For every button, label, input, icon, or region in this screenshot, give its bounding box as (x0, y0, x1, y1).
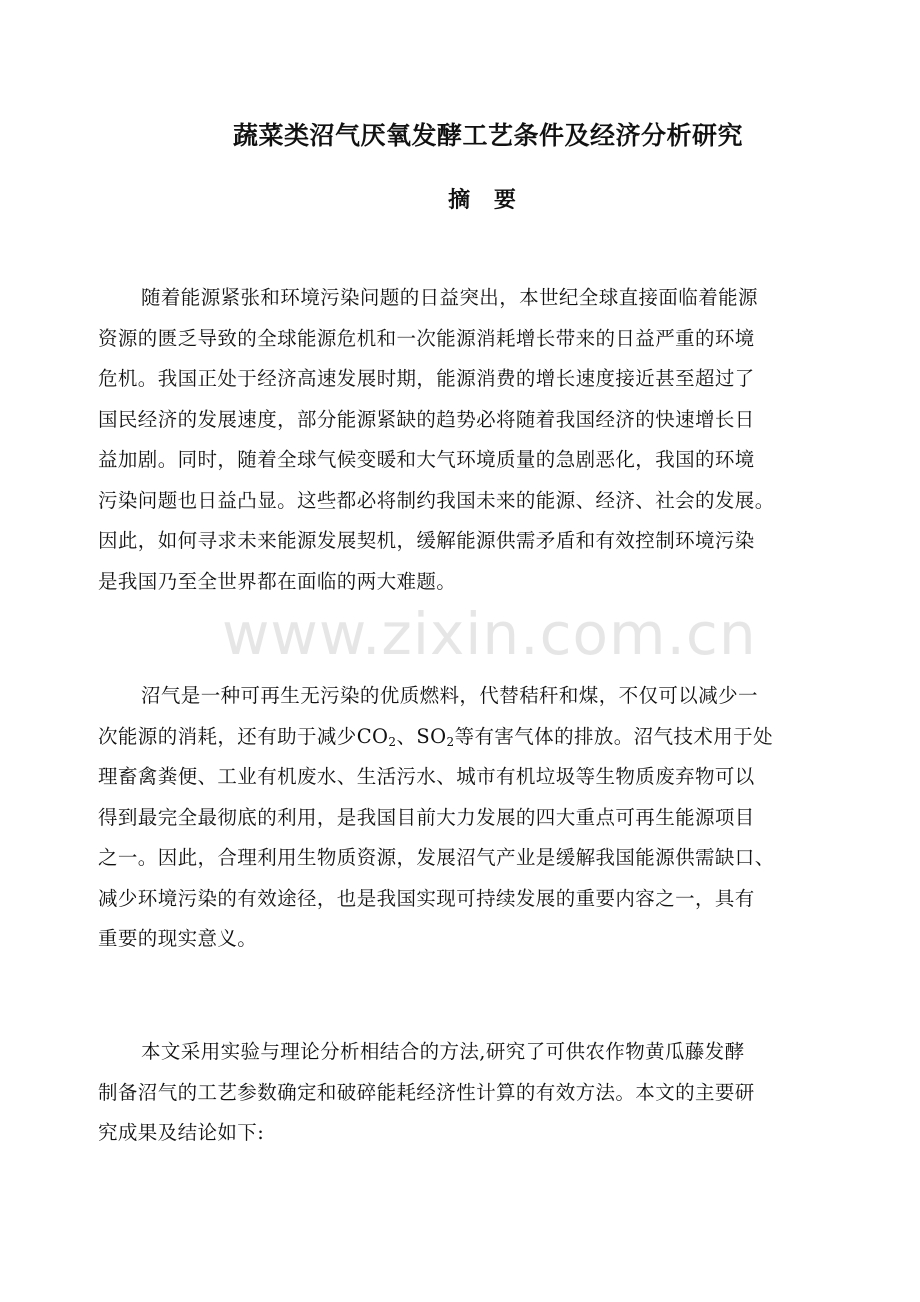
abstract-paragraph-3 (98, 1032, 838, 1154)
text-line: 究成果及结论如下: (98, 1121, 265, 1144)
text-line: 危机。我国正处于经济高速发展时期，能源消费的增长速度接近甚至超过了 (98, 367, 755, 390)
text-line: 重要的现实意义。 (98, 927, 258, 950)
subscript: 2 (388, 734, 397, 749)
text-line: 得到最完全最彻底的利用，是我国目前大力发展的四大重点可再生能源项目 (98, 805, 755, 829)
text-segment: 、SO (396, 724, 447, 748)
document-title: 蔬菜类沼气厌氧发酵工艺条件及经济分析研究 (232, 121, 743, 150)
text-line: 理畜禽粪便、工业有机废水、生活污水、城市有机垃圾等生物质废弃物可以 (98, 765, 755, 788)
text-line: 污染问题也日益凸显。这些都必将制约我国未来的能源、经济、社会的发展。 (98, 488, 775, 512)
text-segment: 等有害气体的排放。沼气技术用于处 (454, 724, 773, 748)
watermark: www.zixin.com.cn (222, 600, 757, 668)
text-line: 制备沼气的工艺参数确定和破碎能耗经济性计算的有效方法。本文的主要研 (98, 1080, 755, 1104)
text-line: 是我国乃至全世界都在面临的两大难题。 (98, 569, 457, 593)
text-line: 之一。因此，合理利用生物质资源，发展沼气产业是缓解我国能源供需缺口、 (98, 846, 775, 869)
text-line: 减少环境污染的有效途径，也是我国实现可持续发展的重要内容之一，具有 (98, 886, 755, 910)
text-line: 国民经济的发展速度，部分能源紧缺的趋势必将随着我国经济的快速增长日 (98, 407, 755, 431)
text-line: 随着能源紧张和环境污染问题的日益突出，本世纪全球直接面临着能源 (141, 286, 758, 309)
abstract-heading: 摘 要 (448, 188, 524, 213)
text-line: 因此，如何寻求未来能源发展契机，缓解能源供需矛盾和有效控制环境污染 (98, 529, 755, 552)
text-line: 本文采用实验与理论分析相结合的方法,研究了可供农作物黄瓜藤发酵 (141, 1040, 745, 1063)
text-line: 益加剧。同时，随着全球气候变暖和大气环境质量的急剧恶化，我国的环境 (98, 448, 755, 471)
text-line: 资源的匮乏导致的全球能源危机和一次能源消耗增长带来的日益严重的环境 (98, 326, 755, 350)
text-line-with-formulas (98, 717, 838, 758)
text-line: 沼气是一种可再生无污染的优质燃料，代替秸秆和煤，不仅可以减少一 (141, 684, 758, 707)
text-segment: 次能源的消耗，还有助于减少CO (98, 724, 389, 748)
abstract-paragraph-1 (98, 278, 838, 602)
subscript: 2 (446, 734, 455, 749)
abstract-paragraph-2 (98, 676, 838, 960)
